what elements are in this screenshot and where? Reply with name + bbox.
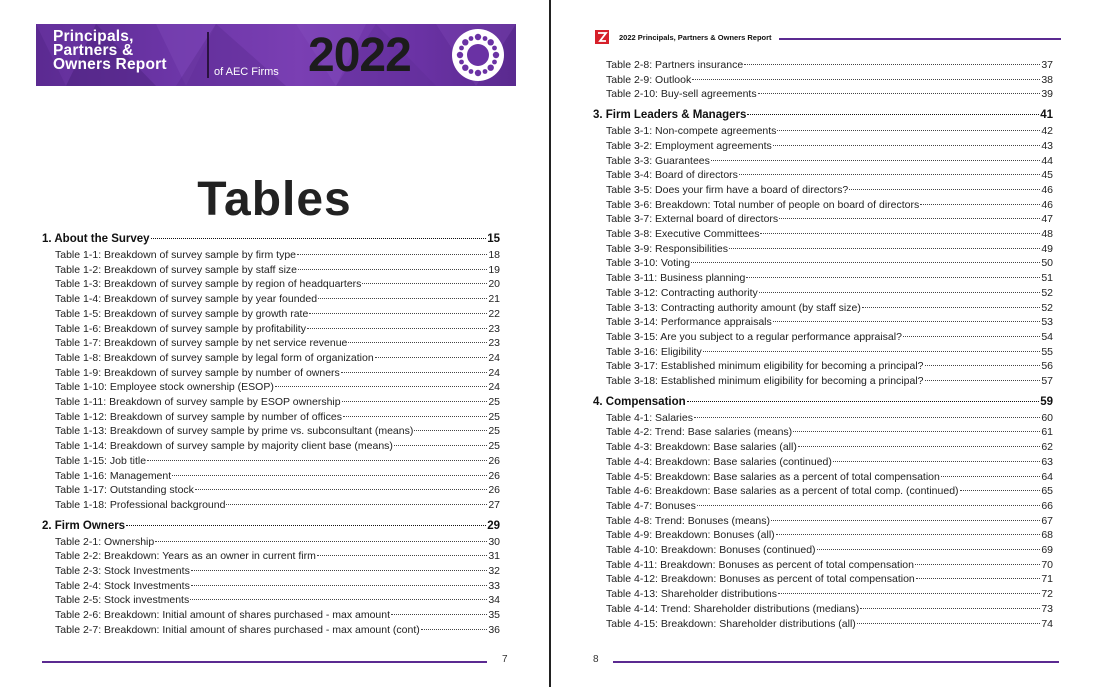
- toc-entry-page: 50: [1041, 257, 1053, 270]
- toc-entry-page: 68: [1041, 529, 1053, 542]
- toc-entry[interactable]: [593, 227, 1053, 241]
- banner-subtitle: of AEC Firms: [214, 66, 279, 78]
- toc-entry-label: Table 1-1: Breakdown of survey sample by firm type: [55, 249, 297, 261]
- toc-entry[interactable]: [42, 322, 500, 336]
- toc-entry-page: 67: [1041, 514, 1053, 527]
- toc-entry-label: Table 2-8: Partners insurance: [606, 59, 744, 71]
- toc-entry-label: Table 2-10: Buy-sell agreements: [606, 88, 757, 101]
- footer-rule: [613, 661, 1059, 663]
- toc-leader-dots: [275, 386, 487, 387]
- toc-entry[interactable]: [593, 139, 1053, 153]
- toc-entry-label: Table 4-5: Breakdown: Base salaries as a percent of total compensation: [606, 470, 940, 483]
- toc-entry-page: 25: [488, 396, 500, 408]
- toc-leader-dots: [779, 218, 1040, 219]
- toc-entry-page: 30: [488, 535, 500, 548]
- toc-entry[interactable]: [42, 307, 500, 321]
- toc-leader-dots: [777, 130, 1040, 131]
- page-heading: Tables: [197, 173, 352, 226]
- toc-entry-label: Table 3-13: Contracting authority amount (by staff size): [606, 301, 861, 314]
- toc-entry-label: Table 3-4: Board of directors: [606, 169, 738, 182]
- toc-entry-page: 25: [488, 440, 500, 453]
- toc-entry[interactable]: [593, 499, 1053, 513]
- toc-entry[interactable]: [593, 301, 1053, 315]
- toc-leader-dots: [421, 629, 488, 630]
- toc-entry-page: 46: [1041, 183, 1053, 196]
- toc-entry-label: Table 4-3: Breakdown: Base salaries (all): [606, 441, 797, 454]
- toc-leader-dots: [711, 160, 1040, 161]
- toc-entry[interactable]: [42, 248, 500, 262]
- banner-title-line: Principals,: [53, 28, 134, 45]
- toc-leader-dots: [307, 328, 487, 329]
- toc-entry[interactable]: [42, 564, 500, 578]
- toc-entry-page: 43: [1041, 139, 1053, 152]
- toc-entry-label: Table 1-8: Breakdown of survey sample by legal form of organization: [55, 351, 374, 364]
- running-header: 2022 Principals, Partners & Owners Report: [619, 33, 772, 42]
- toc-entry[interactable]: [593, 572, 1053, 586]
- toc-entry-label: Table 1-10: Employee stock ownership (ESOP): [55, 381, 274, 394]
- toc-entry[interactable]: [593, 455, 1053, 469]
- toc-leader-dots: [833, 461, 1040, 462]
- banner-title-line: Owners Report: [53, 56, 167, 73]
- toc-entry[interactable]: [593, 271, 1053, 285]
- toc-leader-dots: [394, 445, 487, 446]
- toc-entry-label: Table 4-6: Breakdown: Base salaries as a percent of total comp. (continued): [606, 485, 959, 498]
- toc-leader-dots: [773, 145, 1041, 146]
- toc-entry[interactable]: [42, 395, 500, 409]
- toc-entry-label: Table 4-11: Breakdown: Bonuses as percent of total compensation: [606, 558, 914, 571]
- toc-leader-dots: [391, 614, 487, 615]
- toc-leader-dots: [191, 585, 487, 586]
- toc-entry[interactable]: [593, 528, 1053, 542]
- toc-section-heading[interactable]: [593, 108, 1053, 122]
- toc-leader-dots: [739, 174, 1040, 175]
- toc-entry-label: Table 4-15: Breakdown: Shareholder distributions (all): [606, 617, 856, 630]
- toc-entry-label: Table 3-1: Non-compete agreements: [606, 125, 777, 138]
- toc-leader-dots: [190, 599, 487, 600]
- toc-entry-label: Table 2-3: Stock Investments: [55, 565, 190, 577]
- toc-entry-label: Table 3-16: Eligibility: [606, 345, 702, 358]
- toc-leader-dots: [191, 570, 487, 571]
- toc-entry-page: 24: [488, 381, 500, 394]
- toc-leader-dots: [362, 283, 487, 284]
- toc-entry-label: Table 3-2: Employment agreements: [606, 139, 772, 152]
- toc-entry-page: 23: [488, 322, 500, 335]
- toc-entry-page: 60: [1041, 411, 1053, 424]
- toc-section-heading[interactable]: [42, 232, 500, 246]
- page-number: 8: [593, 654, 599, 665]
- banner-title-line: Partners &: [53, 42, 134, 59]
- toc-entry-label: Table 2-1: Ownership: [55, 535, 155, 548]
- toc-leader-dots: [703, 351, 1041, 352]
- toc-entry-page: 48: [1041, 228, 1053, 240]
- toc-entry-label: Table 1-6: Breakdown of survey sample by profitability: [55, 322, 306, 335]
- toc-entry-page: 51: [1041, 272, 1053, 285]
- toc-entry-page: 37: [1041, 59, 1053, 71]
- toc-entry[interactable]: [42, 535, 500, 549]
- toc-entry-page: 46: [1041, 198, 1053, 211]
- toc-leader-dots: [857, 623, 1041, 624]
- toc-entry[interactable]: [42, 366, 500, 380]
- toc-entry[interactable]: [593, 617, 1053, 631]
- toc-entry[interactable]: [593, 124, 1053, 138]
- toc-entry-page: 74: [1041, 617, 1053, 630]
- toc-entry-label: 3. Firm Leaders & Managers: [593, 109, 747, 122]
- toc-entry-page: 65: [1041, 485, 1053, 498]
- toc-entry-label: Table 1-4: Breakdown of survey sample by year founded: [55, 293, 318, 306]
- toc-entry[interactable]: [593, 198, 1053, 212]
- toc-entry-label: Table 1-16: Management: [55, 469, 172, 482]
- toc-entry-page: 52: [1041, 286, 1053, 299]
- toc-leader-dots: [692, 79, 1040, 80]
- toc-entry[interactable]: [593, 168, 1053, 182]
- toc-entry-label: Table 2-5: Stock investments: [55, 594, 190, 607]
- toc-leader-dots: [941, 476, 1040, 477]
- toc-entry-label: Table 3-11: Business planning: [606, 272, 746, 285]
- toc-leader-dots: [916, 578, 1041, 579]
- toc-entry[interactable]: [593, 315, 1053, 329]
- toc-entry[interactable]: [42, 439, 500, 453]
- toc-leader-dots: [694, 417, 1040, 418]
- toc-entry-label: Table 1-13: Breakdown of survey sample by prime vs. subconsultant (means): [55, 425, 414, 438]
- toc-entry-label: 4. Compensation: [593, 395, 686, 408]
- toc-leader-dots: [849, 189, 1040, 190]
- toc-entry[interactable]: [593, 543, 1053, 557]
- toc-entry-label: 1. About the Survey: [42, 233, 150, 245]
- toc-leader-dots: [151, 238, 487, 239]
- toc-entry-page: 57: [1041, 375, 1053, 387]
- toc-entry[interactable]: [42, 623, 500, 637]
- gear-people-logo-icon: [451, 28, 505, 82]
- toc-entry[interactable]: [593, 87, 1053, 101]
- toc-leader-dots: [798, 446, 1040, 447]
- footer-rule: [42, 661, 487, 663]
- toc-entry-label: Table 2-6: Breakdown: Initial amount of shares purchased - max amount: [55, 609, 391, 622]
- toc-entry-page: 25: [488, 410, 500, 423]
- toc-entry-page: 49: [1041, 242, 1053, 255]
- toc-leader-dots: [341, 372, 488, 373]
- toc-entry[interactable]: [42, 263, 500, 277]
- toc-entry-label: Table 4-8: Trend: Bonuses (means): [606, 514, 771, 527]
- toc-leader-dots: [147, 460, 487, 461]
- toc-leader-dots: [348, 342, 487, 343]
- toc-entry[interactable]: [42, 277, 500, 291]
- toc-leader-dots: [414, 430, 487, 431]
- toc-entry-page: 24: [488, 351, 500, 364]
- toc-leader-dots: [691, 262, 1040, 263]
- toc-entry-page: 56: [1041, 360, 1053, 373]
- toc-entry-page: 24: [488, 366, 500, 379]
- brand-logo-icon: [595, 30, 609, 44]
- toc-entry-page: 19: [488, 263, 500, 276]
- toc-leader-dots: [925, 365, 1041, 366]
- toc-leader-dots: [297, 254, 487, 255]
- toc-entry[interactable]: [42, 469, 500, 483]
- toc-entry-label: Table 4-7: Bonuses: [606, 499, 696, 512]
- toc-entry-label: Table 3-18: Established minimum eligibility for becoming a principal?: [606, 375, 924, 387]
- header-rule: [779, 38, 1061, 40]
- toc-leader-dots: [773, 321, 1041, 322]
- toc-entry-page: 61: [1041, 426, 1053, 439]
- toc-entry-label: Table 3-3: Guarantees: [606, 154, 710, 167]
- toc-entry-label: Table 4-14: Trend: Shareholder distributions (medians): [606, 602, 860, 615]
- toc-leader-dots: [744, 64, 1040, 65]
- toc-entry[interactable]: [593, 242, 1053, 256]
- toc-entry[interactable]: [593, 58, 1053, 72]
- toc-entry-label: Table 1-5: Breakdown of survey sample by growth rate: [55, 307, 309, 320]
- toc-leader-dots: [226, 504, 487, 505]
- toc-entry-label: Table 2-9: Outlook: [606, 73, 692, 86]
- toc-entry[interactable]: [42, 498, 500, 512]
- report-banner: [36, 24, 516, 86]
- toc-entry-page: 26: [488, 484, 500, 497]
- toc-entry-label: Table 2-7: Breakdown: Initial amount of shares purchased - max amount (cont): [55, 623, 420, 636]
- toc-entry[interactable]: [593, 484, 1053, 498]
- toc-entry-page: 45: [1041, 169, 1053, 182]
- toc-leader-dots: [317, 555, 487, 556]
- toc-entry-page: 47: [1041, 213, 1053, 226]
- toc-entry-page: 15: [487, 233, 500, 245]
- toc-entry[interactable]: [593, 425, 1053, 439]
- toc-leader-dots: [760, 233, 1040, 234]
- toc-entry[interactable]: [593, 286, 1053, 300]
- toc-entry-page: 55: [1041, 345, 1053, 358]
- toc-leader-dots: [746, 277, 1040, 278]
- toc-section-heading[interactable]: [593, 395, 1053, 409]
- toc-entry[interactable]: [593, 256, 1053, 270]
- toc-entry-label: Table 3-14: Performance appraisals: [606, 316, 772, 329]
- toc-entry-page: 20: [488, 278, 500, 291]
- toc-entry-label: Table 1-3: Breakdown of survey sample by region of headquarters: [55, 278, 362, 291]
- toc-entry-label: Table 4-4: Breakdown: Base salaries (continued): [606, 455, 832, 468]
- toc-entry-label: Table 3-8: Executive Committees: [606, 228, 760, 240]
- toc-entry-label: Table 4-10: Breakdown: Bonuses (continued): [606, 544, 816, 556]
- toc-entry-page: 23: [488, 337, 500, 350]
- toc-entry-page: 41: [1040, 109, 1053, 122]
- toc-entry-page: 21: [488, 293, 500, 306]
- toc-entry-page: 25: [488, 425, 500, 438]
- banner-divider: [207, 32, 209, 78]
- toc-entry-label: 2. Firm Owners: [42, 519, 126, 532]
- toc-entry-label: Table 3-5: Does your firm have a board of directors?: [606, 183, 849, 196]
- toc-leader-dots: [817, 549, 1041, 550]
- toc-entry-page: 29: [487, 519, 500, 532]
- toc-entry[interactable]: [593, 359, 1053, 373]
- toc-entry[interactable]: [593, 212, 1053, 226]
- toc-leader-dots: [687, 401, 1040, 402]
- toc-entry-page: 72: [1041, 588, 1053, 601]
- toc-entry[interactable]: [42, 454, 500, 468]
- toc-entry-page: 64: [1041, 470, 1053, 483]
- toc-leader-dots: [172, 475, 487, 476]
- toc-entry[interactable]: [42, 336, 500, 350]
- toc-entry-label: Table 3-12: Contracting authority: [606, 286, 758, 299]
- toc-entry[interactable]: [593, 514, 1053, 528]
- toc-entry-label: Table 1-15: Job title: [55, 454, 147, 467]
- banner-year: 2022: [308, 29, 411, 82]
- toc-entry-label: Table 3-10: Voting: [606, 257, 691, 270]
- toc-entry-page: 66: [1041, 499, 1053, 512]
- toc-entry[interactable]: [593, 330, 1053, 344]
- toc-entry[interactable]: [593, 374, 1053, 388]
- toc-entry-label: Table 3-15: Are you subject to a regular performance appraisal?: [606, 330, 902, 343]
- toc-entry[interactable]: [593, 602, 1053, 616]
- toc-entry-page: 32: [488, 565, 500, 577]
- toc-leader-dots: [860, 608, 1040, 609]
- toc-entry-page: 73: [1041, 602, 1053, 615]
- toc-entry-page: 54: [1041, 330, 1053, 343]
- toc-entry-label: Table 3-9: Responsibilities: [606, 242, 728, 255]
- toc-entry-page: 52: [1041, 301, 1053, 314]
- toc-entry-page: 34: [488, 594, 500, 607]
- toc-entry[interactable]: [42, 424, 500, 438]
- toc-leader-dots: [343, 416, 487, 417]
- toc-entry-page: 26: [488, 454, 500, 467]
- toc-leader-dots: [776, 534, 1041, 535]
- toc-entry-page: 69: [1041, 544, 1053, 556]
- toc-leader-dots: [155, 541, 487, 542]
- toc-entry-label: Table 4-13: Shareholder distributions: [606, 588, 778, 601]
- toc-entry-page: 71: [1041, 573, 1053, 586]
- toc-leader-dots: [318, 298, 487, 299]
- toc-leader-dots: [342, 401, 488, 402]
- toc-entry-label: Table 1-18: Professional background: [55, 498, 226, 511]
- toc-leader-dots: [925, 380, 1041, 381]
- toc-entry-label: Table 1-7: Breakdown of survey sample by net service revenue: [55, 337, 348, 350]
- toc-entry-page: 22: [488, 307, 500, 320]
- toc-entry-label: Table 1-11: Breakdown of survey sample by ESOP ownership: [55, 396, 341, 408]
- toc-entry-label: Table 1-14: Breakdown of survey sample by majority client base (means): [55, 440, 393, 453]
- toc-entry[interactable]: [593, 73, 1053, 87]
- toc-entry[interactable]: [593, 154, 1053, 168]
- toc-section-heading[interactable]: [42, 519, 500, 533]
- toc-entry[interactable]: [593, 183, 1053, 197]
- toc-entry[interactable]: [42, 608, 500, 622]
- toc-entry-label: Table 4-1: Salaries: [606, 411, 693, 424]
- toc-leader-dots: [309, 313, 487, 314]
- toc-entry-page: 31: [488, 550, 500, 563]
- toc-entry-page: 63: [1041, 455, 1053, 468]
- toc-entry[interactable]: [593, 345, 1053, 359]
- toc-entry-page: 70: [1041, 558, 1053, 571]
- left-page: [0, 0, 549, 687]
- toc-leader-dots: [915, 564, 1040, 565]
- toc-entry-page: 38: [1041, 73, 1053, 86]
- toc-leader-dots: [759, 292, 1041, 293]
- toc-entry-label: Table 4-9: Breakdown: Bonuses (all): [606, 529, 775, 542]
- toc-entry-page: 39: [1041, 88, 1053, 101]
- toc-entry[interactable]: [42, 483, 500, 497]
- toc-leader-dots: [960, 490, 1041, 491]
- toc-entry-label: Table 4-12: Breakdown: Bonuses as percent of total compensation: [606, 573, 915, 586]
- toc-entry[interactable]: [42, 410, 500, 424]
- toc-entry[interactable]: [42, 579, 500, 593]
- toc-entry[interactable]: [42, 593, 500, 607]
- toc-entry-label: Table 3-6: Breakdown: Total number of people on board of directors: [606, 198, 920, 211]
- toc-leader-dots: [862, 307, 1040, 308]
- toc-entry-label: Table 3-17: Established minimum eligibility for becoming a principal?: [606, 360, 924, 373]
- toc-entry-label: Table 2-2: Breakdown: Years as an owner in current firm: [55, 550, 316, 563]
- toc-entry-label: Table 1-2: Breakdown of survey sample by staff size: [55, 263, 298, 276]
- right-page: [551, 0, 1100, 687]
- toc-entry[interactable]: [42, 549, 500, 563]
- page-number: 7: [502, 654, 508, 665]
- toc-entry-label: Table 1-17: Outstanding stock: [55, 484, 194, 497]
- toc-leader-dots: [195, 489, 487, 490]
- toc-entry[interactable]: [593, 411, 1053, 425]
- toc-leader-dots: [903, 336, 1040, 337]
- toc-entry-label: Table 4-2: Trend: Base salaries (means): [606, 426, 793, 439]
- toc-entry[interactable]: [593, 558, 1053, 572]
- toc-leader-dots: [793, 431, 1040, 432]
- toc-leader-dots: [920, 204, 1040, 205]
- toc-leader-dots: [729, 248, 1040, 249]
- banner-title: [53, 30, 223, 72]
- toc-entry-page: 42: [1041, 125, 1053, 138]
- toc-entry[interactable]: [593, 440, 1053, 454]
- toc-entry-page: 44: [1041, 154, 1053, 167]
- toc-entry-page: 36: [488, 623, 500, 636]
- toc-entry-page: 59: [1040, 395, 1053, 408]
- toc-entry[interactable]: [593, 587, 1053, 601]
- toc-entry[interactable]: [42, 351, 500, 365]
- toc-leader-dots: [298, 269, 487, 270]
- toc-entry[interactable]: [593, 470, 1053, 484]
- toc-leader-dots: [747, 114, 1039, 115]
- toc-entry-page: 18: [488, 249, 500, 261]
- toc-entry[interactable]: [42, 292, 500, 306]
- toc-entry-page: 35: [488, 609, 500, 622]
- toc-entry-page: 33: [488, 579, 500, 592]
- toc-leader-dots: [697, 505, 1040, 506]
- toc-entry-page: 53: [1041, 316, 1053, 329]
- toc-leader-dots: [778, 593, 1040, 594]
- toc-entry-label: Table 1-9: Breakdown of survey sample by number of owners: [55, 366, 340, 379]
- toc-leader-dots: [758, 93, 1041, 94]
- toc-leader-dots: [126, 525, 486, 526]
- toc-entry-page: 26: [488, 469, 500, 482]
- toc-entry-page: 62: [1041, 441, 1053, 454]
- toc-entry-label: Table 1-12: Breakdown of survey sample by number of offices: [55, 410, 342, 423]
- toc-entry-page: 27: [488, 498, 500, 511]
- toc-leader-dots: [375, 357, 488, 358]
- toc-entry-label: Table 2-4: Stock Investments: [55, 579, 190, 592]
- toc-entry-label: Table 3-7: External board of directors: [606, 213, 779, 226]
- toc-entry[interactable]: [42, 380, 500, 394]
- toc-leader-dots: [771, 520, 1040, 521]
